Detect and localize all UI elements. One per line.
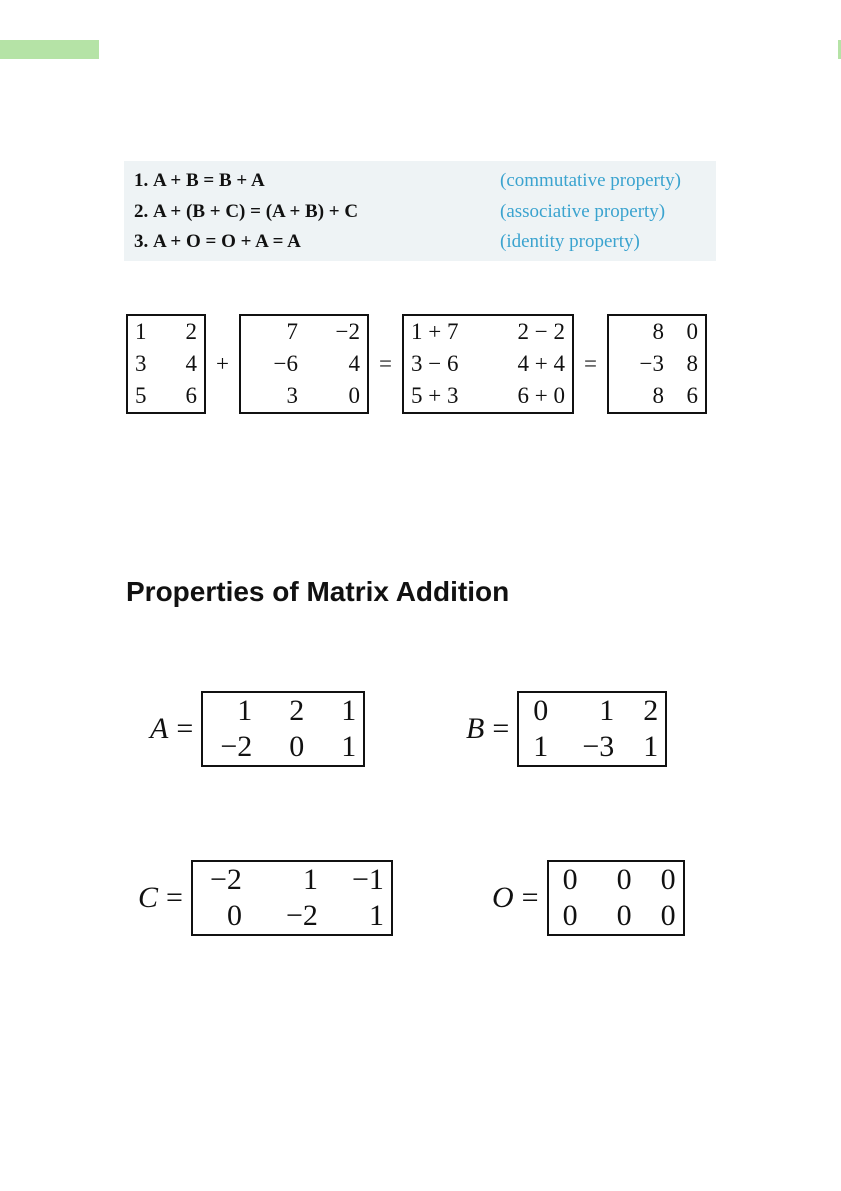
section-heading: Properties of Matrix Addition bbox=[126, 576, 510, 607]
matrix-cell: 1 bbox=[533, 730, 549, 763]
matrix-cell: 5 + 3 bbox=[410, 383, 459, 408]
matrix-cell: −2 bbox=[335, 319, 360, 344]
matrix-cell: 3 bbox=[286, 383, 298, 408]
matrix-o-definition bbox=[492, 860, 685, 936]
matrix-cell: 0 bbox=[660, 863, 676, 896]
matrix-cell: 1 bbox=[135, 319, 147, 344]
matrix-cell: 6 bbox=[686, 383, 698, 408]
property-number: 3. bbox=[134, 231, 149, 252]
matrix-c bbox=[191, 860, 393, 936]
matrix-cell: 0 bbox=[616, 899, 632, 932]
equals-sign: = bbox=[378, 351, 392, 376]
matrix-cell: −1 bbox=[352, 863, 384, 896]
matrix-cell: 8 bbox=[652, 319, 664, 344]
matrix-name: C bbox=[138, 881, 159, 914]
matrix-name: B bbox=[466, 712, 485, 745]
equals-sign: = bbox=[166, 881, 183, 914]
matrix-3 bbox=[402, 314, 574, 414]
matrix-cell: 4 bbox=[348, 351, 360, 376]
addition-example bbox=[126, 314, 707, 414]
equals-sign: = bbox=[492, 712, 510, 745]
matrix-cell: 0 bbox=[289, 730, 305, 763]
matrix-cell: 6 bbox=[185, 383, 197, 408]
matrix-cell: 5 bbox=[135, 383, 147, 408]
matrix-cell: 0 bbox=[562, 863, 578, 896]
matrix-cell: 2 bbox=[289, 694, 305, 727]
property-name: (associative property) bbox=[500, 201, 666, 222]
property-equation: A + B = B + A bbox=[153, 170, 265, 191]
matrix-cell: 0 bbox=[660, 899, 676, 932]
matrix-cell: 2 − 2 bbox=[517, 319, 565, 344]
matrix-cell: 2 bbox=[185, 319, 197, 344]
matrix-cell: 0 bbox=[226, 899, 242, 932]
matrix-cell: 1 bbox=[643, 730, 659, 763]
matrix-b-definition bbox=[466, 691, 667, 767]
matrix-cell: 1 bbox=[599, 694, 615, 727]
matrix-cell: 0 bbox=[533, 694, 549, 727]
property-name: (identity property) bbox=[500, 231, 640, 252]
matrix-a-definition bbox=[150, 691, 365, 767]
property-equation: A + O = O + A = A bbox=[153, 231, 301, 252]
matrix-cell: 1 bbox=[368, 899, 384, 932]
matrix-2 bbox=[239, 314, 369, 414]
matrix-cell: 8 bbox=[652, 383, 664, 408]
property-row-2 bbox=[134, 198, 666, 226]
header-accent-bar bbox=[0, 40, 99, 59]
property-number: 2. bbox=[134, 201, 149, 222]
matrix-cell: 6 + 0 bbox=[517, 383, 565, 408]
matrix-cell: 1 bbox=[302, 863, 318, 896]
matrix-a bbox=[201, 691, 365, 767]
matrix-cell: −6 bbox=[273, 351, 298, 376]
matrix-cell: 1 bbox=[237, 694, 253, 727]
equals-sign: = bbox=[521, 881, 539, 914]
matrix-cell: 3 bbox=[135, 351, 147, 376]
property-name: (commutative property) bbox=[500, 170, 681, 191]
matrix-name: O bbox=[492, 881, 514, 914]
property-row-1 bbox=[134, 167, 681, 195]
matrix-1 bbox=[126, 314, 206, 414]
matrix-cell: −2 bbox=[210, 863, 242, 896]
matrix-cell: −3 bbox=[582, 730, 615, 763]
matrix-cell: 1 + 7 bbox=[410, 319, 459, 344]
equals-sign: = bbox=[583, 351, 597, 376]
matrix-cell: 1 bbox=[341, 694, 357, 727]
property-equation: A + (B + C) = (A + B) + C bbox=[153, 201, 359, 222]
matrix-cell: 0 bbox=[348, 383, 360, 408]
matrix-cell: 4 + 4 bbox=[517, 351, 565, 376]
matrix-cell: 8 bbox=[686, 351, 698, 376]
matrix-cell: 0 bbox=[616, 863, 632, 896]
matrix-cell: 0 bbox=[562, 899, 578, 932]
property-number: 1. bbox=[134, 170, 149, 191]
matrix-cell: 2 bbox=[643, 694, 659, 727]
matrix-cell: 3 − 6 bbox=[410, 351, 459, 376]
matrix-name: A bbox=[150, 712, 169, 745]
matrix-cell: −2 bbox=[220, 730, 253, 763]
matrix-cell: 1 bbox=[341, 730, 357, 763]
matrix-o bbox=[547, 860, 685, 936]
equals-sign: = bbox=[176, 712, 194, 745]
matrix-cell: 0 bbox=[686, 319, 698, 344]
property-row-3 bbox=[134, 228, 640, 256]
matrix-cell: 7 bbox=[286, 319, 298, 344]
matrix-cell: −2 bbox=[286, 899, 318, 932]
matrix-4 bbox=[607, 314, 707, 414]
plus-sign: + bbox=[216, 351, 229, 376]
matrix-cell: −3 bbox=[639, 351, 664, 376]
matrix-c-definition bbox=[138, 860, 393, 936]
properties-box bbox=[124, 161, 716, 261]
matrix-cell: 4 bbox=[185, 351, 197, 376]
matrix-b bbox=[517, 691, 667, 767]
